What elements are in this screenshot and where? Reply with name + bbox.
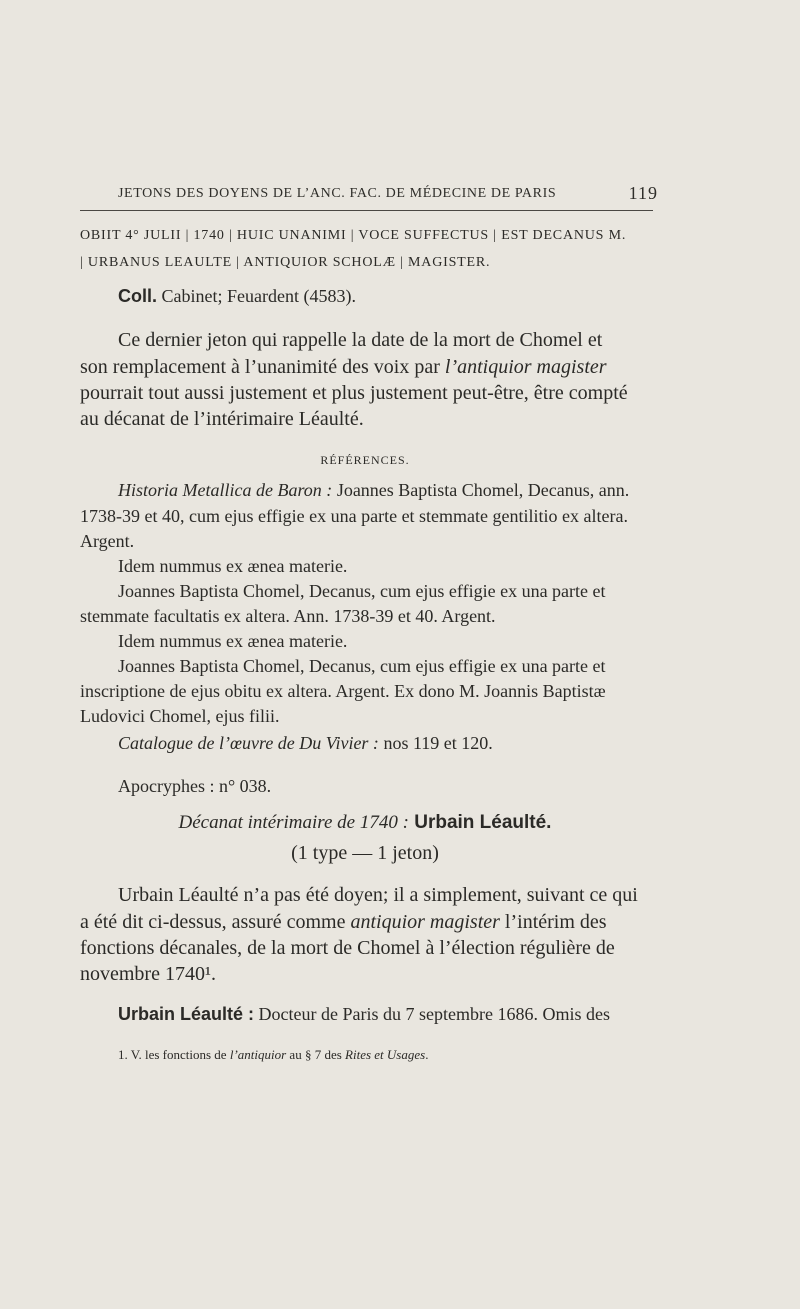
ref-3a: Joannes Baptista Chomel, Decanus, cum ejus effigie ex una parte et [118,581,606,601]
para1-line-3: pourrait tout aussi justement et plus justement peut-être, être compté [80,382,628,404]
header-rule [80,210,653,211]
ref-1a [118,480,629,501]
ref-3b: stemmate facultatis ex altera. Ann. 1738-39 et 40. Argent. [80,606,496,626]
legend-line-2: | URBANUS LEAULTE | ANTIQUIOR SCHOLÆ | MAGISTER. [80,255,491,270]
para2-line-2a: a été dit ci-dessus, assuré comme [80,911,351,933]
footnote-b: l’antiquior [229,1047,287,1062]
ref-5c: Ludovici Chomel, ejus filii. [80,706,280,726]
para2-line-3: fonctions décanales, de la mort de Chomel à l’élection régulière de [80,937,615,959]
para1-line-2a: son remplacement à l’unanimité des voix par [80,356,445,378]
ref-5b: inscriptione de ejus obitu ex altera. Argent. Ex dono M. Joannis Baptistæ [80,681,606,701]
collection-line [118,286,356,307]
para1-line-1: Ce dernier jeton qui rappelle la date de la mort de Chomel et [118,329,603,351]
apocryphes-line: Apocryphes : n° 038. [118,776,272,796]
section-subtitle: (1 type — 1 jeton) [291,842,439,864]
ref-4: Idem nummus ex ænea materie. [118,631,348,651]
para3-text: Docteur de Paris du 7 septembre 1686. Omis des [254,1004,610,1024]
ref-6 [118,733,493,754]
legend-line-1: OBIIT 4° JULII | 1740 | HUIC UNANIMI | VOCE SUFFECTUS | EST DECANUS M. [80,228,627,243]
coll-label: Coll. [118,286,157,306]
ref-1b: 1738-39 et 40, cum ejus effigie ex una parte et stemmate gentilitio ex altera. [80,506,628,526]
para2-line-1: Urbain Léaulté n’a pas été doyen; il a simplement, suivant ce qui [118,884,638,906]
footnote-d: Rites et Usages [345,1047,426,1062]
footnote-a: 1. V. les fonctions de [118,1047,230,1062]
section-title-name: Urbain Léaulté. [408,812,552,833]
running-title: JETONS DES DOYENS DE L’ANC. FAC. DE MÉDECINE DE PARIS [118,186,557,201]
ref-2: Idem nummus ex ænea materie. [118,556,348,576]
section-title [0,812,730,834]
section-title-italic: Décanat intérimaire de 1740 : [178,812,409,833]
para2-line-2b: antiquior magister [350,911,500,933]
para1-line-2 [80,356,607,379]
footnote-c: au § 7 des [286,1047,346,1062]
coll-text: Cabinet; Feuardent (4583). [157,286,356,306]
page-number: 119 [628,183,658,203]
para3-name: Urbain Léaulté : [118,1004,255,1024]
ref-1c: Argent. [80,531,135,551]
para2-line-2c: l’intérim des [499,911,607,933]
footnote [118,1047,428,1063]
para2-line-2 [80,911,607,934]
references-heading: RÉFÉRENCES. [320,453,410,467]
para2-line-4: novembre 1740¹. [80,963,216,985]
ref-1a-text: Joannes Baptista Chomel, Decanus, ann. [332,480,630,500]
footnote-e: . [425,1047,429,1062]
ref-5a: Joannes Baptista Chomel, Decanus, cum ejus effigie ex una parte et [118,656,606,676]
para3-line-1 [118,1004,610,1025]
para1-line-2b: l’antiquior magister [444,356,607,378]
ref-1-source: Historia Metallica de Baron : [118,480,333,500]
ref-6-text: nos 119 et 120. [378,733,493,753]
ref-6-source: Catalogue de l’œuvre de Du Vivier : [118,733,379,753]
para1-line-4: au décanat de l’intérimaire Léaulté. [80,408,364,430]
